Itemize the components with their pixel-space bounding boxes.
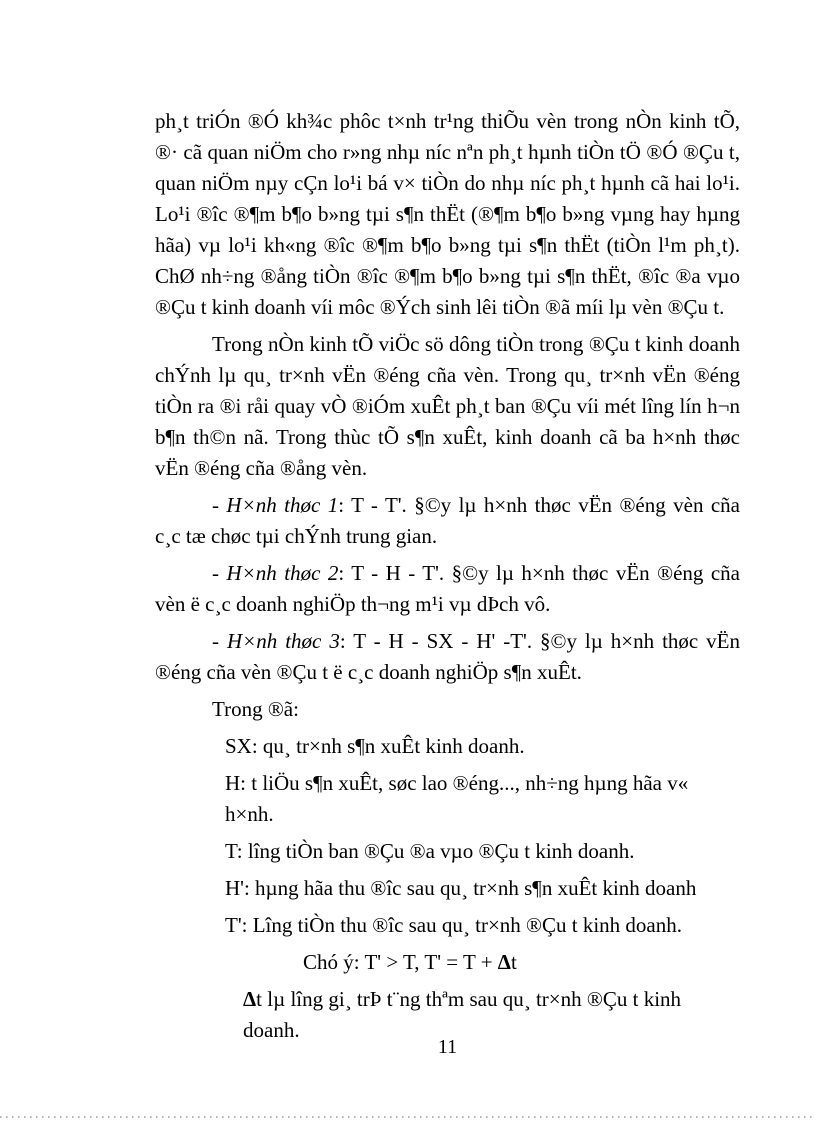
paragraph-intro: Trong nÒn kinh tÕ viÖc sö dông tiÒn trong ®Çu t kinh doanh chÝnh lµ qu¸ tr×nh vËn ®éng cña vèn. Trong qu¸ tr×nh vËn ®éng tiÒn ra ®i råi quay vÒ ®iÓm xuÊt ph¸t ban ®Çu víi mét lîng lín h¬n b¶n th©n nã. Trong thùc tÕ s¶n xuÊt, kinh doanh cã ba h×nh thøc vËn ®éng cña ®ång vèn. xyxy=(155,332,740,480)
form-text: : T - H - T'. §©y lµ h×nh thøc vËn ®éng cña vèn ë c¸c doanh nghiÖp th¬ng m¹i vµ dÞch vô. xyxy=(155,561,740,616)
form-item-3 xyxy=(155,626,740,688)
legend-item-h-prime: H': hµng hãa thu ®îc sau qu¸ tr×nh s¶n xuÊt kinh doanh xyxy=(225,876,697,900)
delta-symbol: Δ xyxy=(497,950,511,974)
legend-item-h: H: t liÖu s¶n xuÊt, søc lao ®éng..., nh÷ng hµng hãa v« h×nh. xyxy=(225,771,689,826)
note-line xyxy=(303,947,740,978)
legend-item-t: T: lîng tiÒn ban ®Çu ®a vµo ®Çu t kinh doanh. xyxy=(225,839,635,863)
note-suffix: t xyxy=(510,950,517,974)
delta-symbol: Δ xyxy=(243,987,257,1011)
form-title: H×nh thøc 3 xyxy=(226,629,340,653)
page-number: 11 xyxy=(437,1036,458,1058)
legend-item-sx: SX: qu¸ tr×nh s¶n xuÊt kinh doanh. xyxy=(225,734,525,758)
paragraph-continuation: ph¸t triÓn ®Ó kh¾c phôc t×nh tr¹ng thiÕu vèn trong nÒn kinh tÕ, ®· cã quan niÖm cho r»ng nhµ níc nªn ph¸t hµnh tiÒn tÖ ®Ó ®Çu t, quan niÖm nµy cÇn lo¹i bá v× tiÒn do nhµ níc ph¸t hµnh cã hai lo¹i. Lo¹i ®îc ®¶m b¶o b»ng tµi s¶n thËt (®¶m b¶o b»ng vµng hay hµng hãa) vµ lo¹i kh«ng ®îc ®¶m b¶o b»ng tµi s¶n thËt (tiÒn l¹m ph¸t). ChØ nh÷ng ®ång tiÒn ®îc ®¶m b¶o b»ng tµi s¶n thËt, ®îc ®a vµo ®Çu t kinh doanh víi môc ®Ých sinh lêi tiÒn ®ã míi lµ vèn ®Çu t. xyxy=(155,109,740,319)
form-item-1 xyxy=(155,490,740,552)
bottom-dotted-line xyxy=(0,1116,816,1118)
form-text: : T - H - SX - H' -T'. §©y lµ h×nh thøc vËn ®éng cña vèn ®Çu t ë c¸c doanh nghiÖp s¶n xuÊt. xyxy=(155,629,740,684)
legend-intro: Trong ®ã: xyxy=(212,697,299,721)
form-dash: - xyxy=(212,493,227,517)
form-dash: - xyxy=(212,561,227,585)
delta-definition-text: t lµ lîng gi¸ trÞ t¨ng thªm sau qu¸ tr×nh ®Çu t kinh doanh. xyxy=(243,987,682,1042)
form-text: : T - T'. §©y lµ h×nh thøc vËn ®éng vèn cña c¸c tæ chøc tµi chÝnh trung gian. xyxy=(155,493,740,548)
form-item-2 xyxy=(155,558,740,620)
form-title: H×nh thøc 1 xyxy=(226,493,339,517)
legend-item-t-prime: T': Lîng tiÒn thu ®îc sau qu¸ tr×nh ®Çu t kinh doanh. xyxy=(225,913,682,937)
form-title: H×nh thøc 2 xyxy=(226,561,339,585)
form-dash: - xyxy=(212,629,227,653)
page-content xyxy=(155,106,740,1046)
note-text: Chó ý: T' > T, T' = T + xyxy=(303,950,498,974)
